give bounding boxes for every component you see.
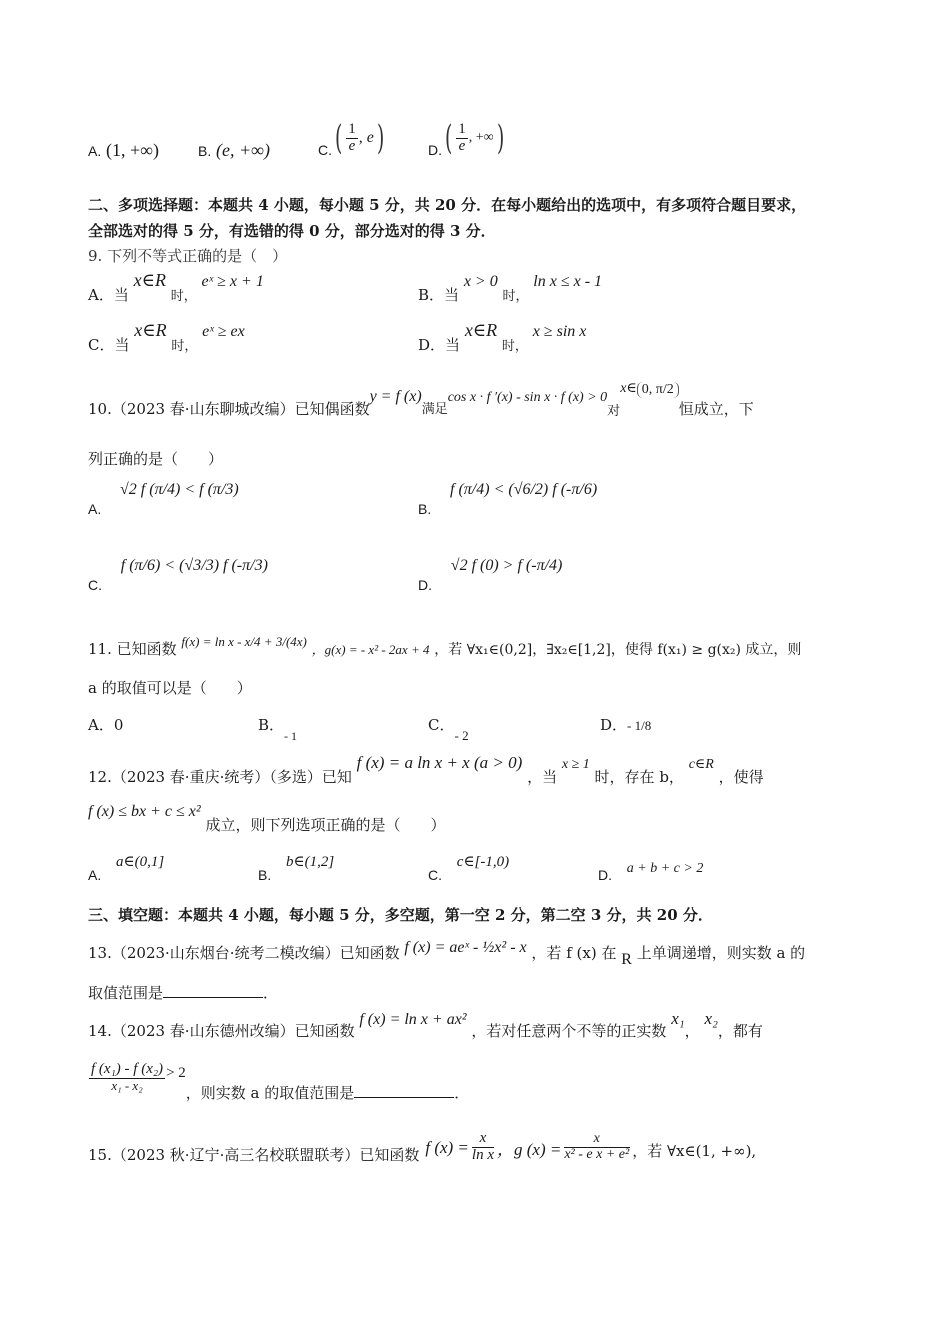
q8-option-c: C. ( $\frac{1}{e}$ , e )	[318, 118, 385, 158]
q11-option-d: D．- 1/8	[600, 716, 652, 734]
q13-answer-blank[interactable]	[163, 983, 263, 998]
section-2-heading: 二、多项选择题：本题共 4 小题，每小题 5 分，共 20 分．在每小题给出的选项中，有多项符合题目要求，	[88, 196, 807, 214]
q10-stem-line2: 列正确的是（ ）	[88, 450, 224, 468]
q10-option-a: A. √2 f (π/4) < f (π/3)	[88, 481, 239, 517]
q10-option-c: C. f (π/6) < (√3/3) f (-π/3)	[88, 557, 268, 593]
q10-option-d: D. √2 f (0) > f (-π/4)	[418, 557, 563, 593]
q10-option-b: B. f (π/4) < (√6/2) f (-π/6)	[418, 481, 598, 517]
q15-stem: 15.（2023 秋·辽宁·高三名校联盟联考）已知函数 f (x) = $\frac{x}{\text{ln x}}$ ，g (x) = $\frac{x}{\text{x² - e x + e²}}$ ，若 ∀x∈(1, +∞),	[88, 1130, 757, 1164]
q8-option-a: A. (1, +∞)	[88, 140, 159, 160]
section-3-heading: 三、填空题：本题共 4 小题，每小题 5 分，多空题，第一空 2 分，第二空 3 分，共 20 分．	[88, 906, 713, 924]
q11-stem: 11. 已知函数 f(x) = ln x - x/4 + 3/(4x) ，g(x) = - x² - 2ax + 4 ，若 ∀x₁∈(0,2]，∃x₂∈[1,2]，使得 f(x₁) ≥ g(x₂) 成立，则	[88, 634, 802, 658]
section-2-heading-line2: 全部选对的得 5 分，有选错的得 0 分，部分选对的得 3 分．	[88, 222, 496, 240]
q12-stem-line2: f (x) ≤ bx + c ≤ x² 成立，则下列选项正确的是（ ）	[88, 803, 446, 834]
q14-stem: 14.（2023 春·山东德州改编）已知函数 f (x) = ln x + ax² ，若对任意两个不等的正实数 x₁， x₂，都有	[88, 1009, 763, 1040]
q9-option-a: A．当 x∈R 时， eˣ ≥ x + 1	[88, 270, 264, 304]
q9-option-d: D．当 x∈R 时， x ≥ sin x	[418, 320, 587, 354]
q12-option-a: A. a∈(0,1]	[88, 854, 165, 883]
q14-stem-line2: $\frac{\text{f (x₁) - f (x₂)}}{\text{x₁ - x₂}}$ > 2 ，则实数 a 的取值范围是 ．	[91, 1061, 470, 1102]
q12-option-c: C. c∈[-1,0)	[428, 854, 510, 883]
q14-answer-blank[interactable]	[354, 1083, 454, 1098]
q9-option-b: B．当 x > 0 时， ln x ≤ x - 1	[418, 273, 603, 304]
q9-stem: 9. 下列不等式正确的是（ ）	[88, 247, 288, 265]
q13-stem: 13.（2023·山东烟台·统考二模改编）已知函数 f (x) = aeˣ - ½x² - x ，若 f (x) 在 R 上单调递增，则实数 a 的	[88, 939, 806, 968]
q9-option-c: C．当 x∈R 时， eˣ ≥ ex	[88, 320, 245, 354]
q8-option-d: D. ( $\frac{1}{e}$ , +∞ )	[428, 118, 504, 158]
q12-option-b: B. b∈(1,2]	[258, 854, 335, 883]
q12-stem: 12.（2023 春·重庆·统考）（多选）已知 f (x) = a ln x + x (a > 0) ，当 x ≥ 1 时，存在 b， c∈R ，使得	[88, 753, 764, 786]
q11-stem-line2: a 的取值可以是（ ）	[88, 679, 252, 697]
q11-option-c: C．- 2	[428, 716, 469, 743]
q11-option-b: B．$_{- 1}$	[258, 716, 298, 743]
q11-option-a: A．0	[88, 716, 124, 734]
q13-stem-line2: 取值范围是 ．	[88, 984, 279, 1002]
q8-option-b: B. (e, +∞)	[198, 140, 270, 160]
q10-stem: 10.（2023 春·山东聊城改编）已知偶函数 y = f (x) 满足 cos x · f ′(x) - sin x · f (x) > 0 对 x∈ 0, π/2 恒成立，下	[88, 381, 754, 419]
q12-option-d: D. a + b + c > 2	[598, 861, 704, 883]
